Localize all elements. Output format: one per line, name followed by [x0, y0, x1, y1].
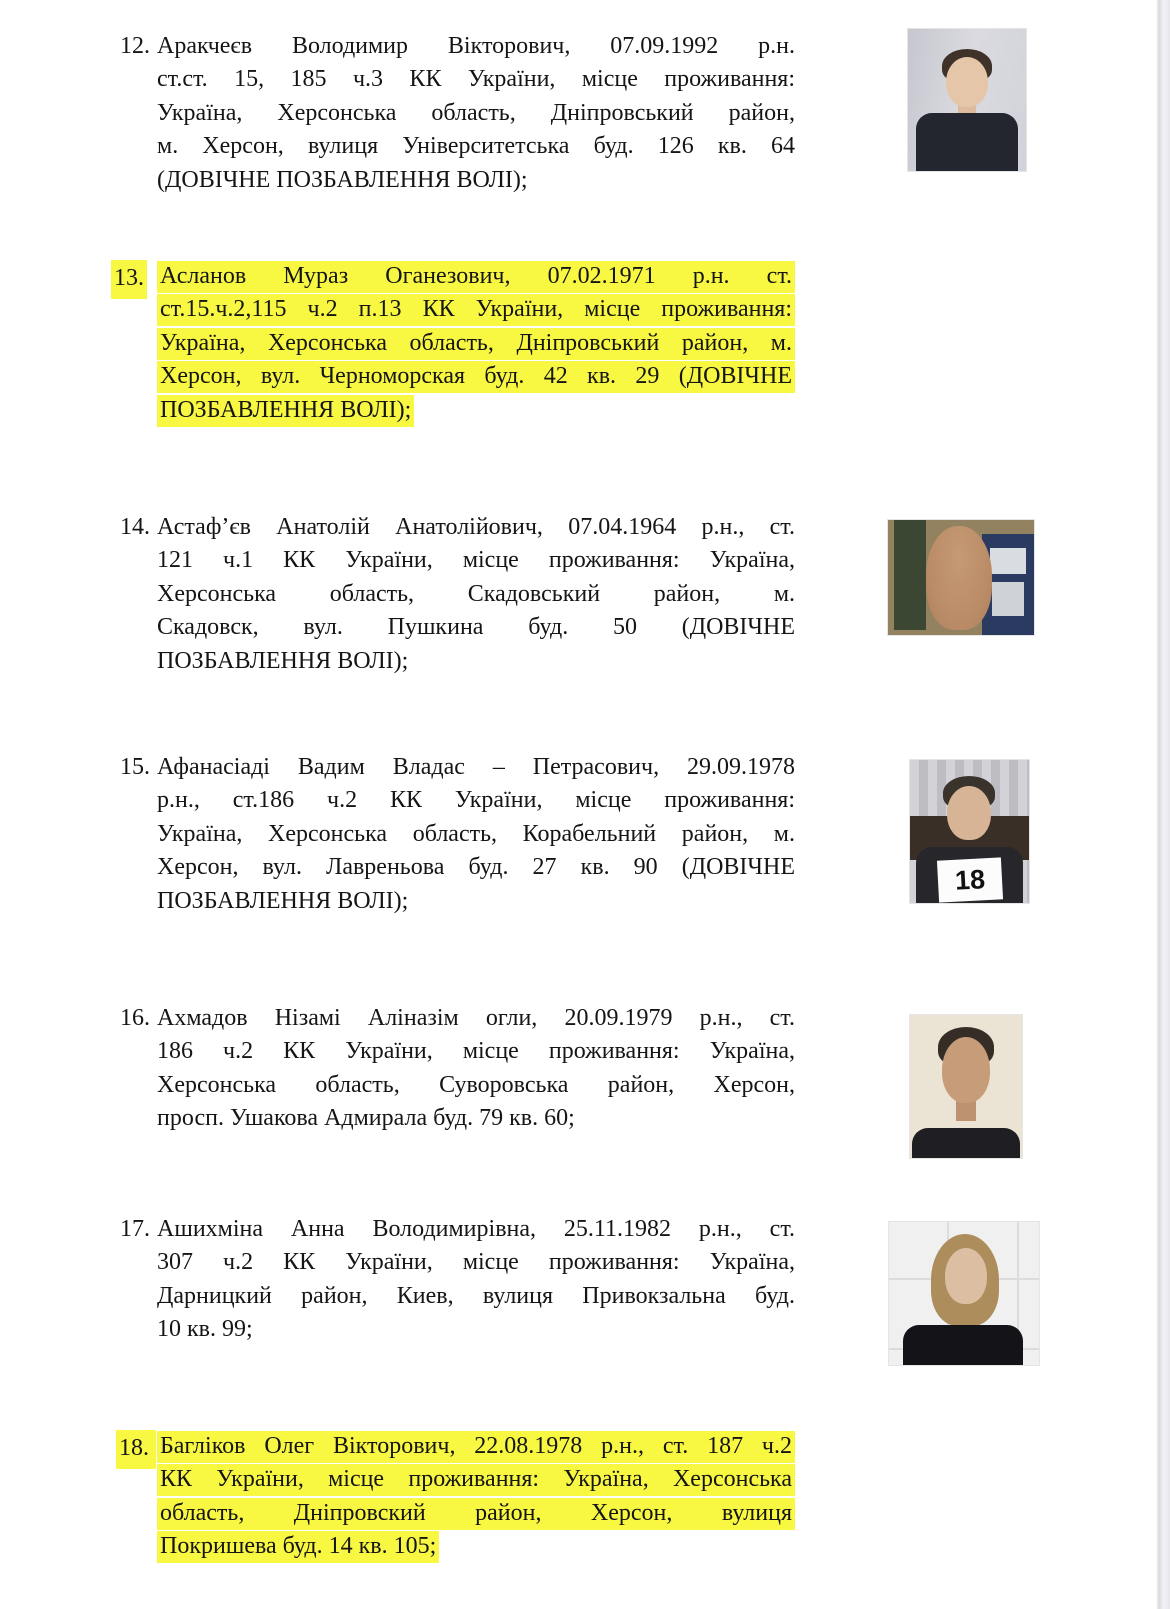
entry-text-line: р.н., ст.186 ч.2 КК України, місце проживання:: [157, 787, 795, 814]
entry-line: [157, 360, 795, 393]
entry-line: [157, 164, 795, 197]
entry-line: [157, 578, 795, 611]
mugshot-photo-entry-14: [888, 520, 1034, 635]
entry-text-line: Асланов Мураз Оганезович, 07.02.1971 р.н. ст.: [157, 261, 795, 293]
entry-line: [157, 784, 795, 817]
entry-text-line: Ахмадов Нізамі Аліназім огли, 20.09.1979 р.н., ст.: [157, 1005, 795, 1031]
list-entry-17: [120, 1213, 795, 1347]
entry-text-line: ПОЗБАВЛЕННЯ ВОЛІ);: [157, 887, 409, 914]
entry-text-line: Україна, Херсонська область, Дніпровський район, м.: [157, 328, 795, 360]
photo-torso-shape: [912, 1128, 1020, 1158]
entry-line: [157, 1313, 795, 1346]
entry-number: 15.: [120, 754, 150, 780]
entry-text-line: Покришева буд. 14 кв. 105;: [157, 1531, 439, 1563]
entry-line: [157, 394, 795, 427]
entry-line: [157, 293, 795, 326]
entry-text-line: Астаф’єв Анатолій Анатолійович, 07.04.1964 р.н., ст.: [157, 514, 795, 540]
entry-text-line: Афанасіаді Вадим Владас – Петрасович, 29.09.1978: [157, 754, 795, 780]
entry-line: [120, 511, 795, 544]
list-entry-18-highlighted: [119, 1430, 795, 1564]
photo-face-shape: [947, 786, 991, 840]
list-entry-12: [120, 30, 795, 197]
entry-line: [157, 611, 795, 644]
photo-torso-shape: [903, 1325, 1023, 1365]
entry-line: [157, 63, 795, 96]
entry-line: [157, 645, 795, 678]
entry-line: [157, 544, 795, 577]
entry-number: 16.: [120, 1005, 150, 1031]
list-entry-15: [120, 751, 795, 918]
mugshot-photo-entry-15: [910, 760, 1029, 903]
entry-text-line: Херсонська область, Скадовський район, м.: [157, 580, 795, 607]
photo-face-shape: [942, 1037, 990, 1103]
entry-text-line: Скадовск, вул. Пушкина буд. 50 (ДОВІЧНЕ: [157, 614, 795, 641]
entry-number: 18.: [116, 1430, 156, 1469]
mugshot-photo-entry-16: [910, 1015, 1022, 1158]
entry-line: [120, 1002, 795, 1035]
entry-text-line: Херсонська область, Суворовська район, Херсон,: [157, 1071, 795, 1098]
entry-text-line: Ашихміна Анна Володимирівна, 25.11.1982 р.н., ст.: [157, 1216, 795, 1242]
entry-text-line: просп. Ушакова Адмирала буд. 79 кв. 60;: [157, 1105, 575, 1132]
entry-text-line: (ДОВІЧНЕ ПОЗБАВЛЕННЯ ВОЛІ);: [157, 166, 528, 193]
entry-text-line: КК України, місце проживання: Україна, Херсонська: [157, 1464, 795, 1496]
entry-text-line: Херсон, вул. Лавреньова буд. 27 кв. 90 (ДОВІЧНЕ: [157, 854, 795, 881]
entry-line: [157, 1246, 795, 1279]
photo-face-shape: [926, 526, 992, 630]
entry-text-line: 10 кв. 99;: [157, 1316, 253, 1343]
photo-paper-shape: [992, 582, 1024, 616]
entry-line: [120, 1213, 795, 1246]
photo-face-shape: [946, 57, 988, 107]
mugshot-photo-entry-12: [908, 29, 1026, 171]
photo-face-shape: [945, 1248, 987, 1304]
entry-line: [157, 1497, 795, 1530]
entry-text-line: ст.ст. 15, 185 ч.3 КК України, місце проживання:: [157, 66, 795, 93]
photo-torso-shape: [916, 113, 1018, 171]
entry-text-line: Україна, Херсонська область, Дніпровський район,: [157, 99, 795, 126]
entry-line: [157, 1463, 795, 1496]
number-card: 18: [936, 857, 1002, 902]
entry-line: [157, 1069, 795, 1102]
scrollbar-track[interactable]: [1156, 0, 1170, 1609]
entry-line: [157, 130, 795, 163]
mugshot-photo-entry-17: [889, 1222, 1039, 1365]
entry-line: [157, 1102, 795, 1135]
entry-line: [114, 260, 795, 293]
entry-line: [157, 818, 795, 851]
photo-poster-shape: [894, 520, 926, 630]
entry-line: [157, 97, 795, 130]
list-entry-13-highlighted: [114, 260, 795, 427]
entry-text-line: 186 ч.2 КК України, місце проживання: Україна,: [157, 1038, 795, 1065]
list-entry-16: [120, 1002, 795, 1136]
entry-text-line: 307 ч.2 КК України, місце проживання: Україна,: [157, 1249, 795, 1276]
entry-line: [119, 1430, 795, 1463]
entry-text-line: Багліков Олег Вікторович, 22.08.1978 р.н., ст. 187 ч.2: [157, 1431, 795, 1463]
entry-text-line: Херсон, вул. Черноморская буд. 42 кв. 29 (ДОВІЧНЕ: [157, 361, 795, 393]
entry-line: [157, 327, 795, 360]
entry-text-line: область, Дніпровский район, Херсон, вулиця: [157, 1498, 795, 1530]
entry-line: [157, 1035, 795, 1068]
list-entry-14: [120, 511, 795, 678]
entry-text-line: 121 ч.1 КК України, місце проживання: Україна,: [157, 547, 795, 574]
entry-line: [157, 851, 795, 884]
entry-text-line: ст.15.ч.2,115 ч.2 п.13 КК України, місце проживання:: [157, 294, 795, 326]
entry-text-line: Дарницкий район, Киев, вулиця Привокзальна буд.: [157, 1282, 795, 1309]
entry-number: 12.: [120, 33, 150, 59]
entry-number: 17.: [120, 1216, 150, 1242]
entry-number: 14.: [120, 514, 150, 540]
entry-number: 13.: [111, 260, 147, 299]
photo-paper-shape: [990, 548, 1026, 574]
entry-line: [157, 1530, 795, 1563]
entry-text-line: Україна, Херсонська область, Корабельний район, м.: [157, 820, 795, 847]
entry-line: [120, 30, 795, 63]
entry-text-line: ПОЗБАВЛЕННЯ ВОЛІ);: [157, 395, 414, 427]
entry-line: [157, 885, 795, 918]
entry-line: [157, 1280, 795, 1313]
entry-text-line: ПОЗБАВЛЕННЯ ВОЛІ);: [157, 647, 409, 674]
entry-line: [120, 751, 795, 784]
entry-text-line: Аракчеєв Володимир Вікторович, 07.09.1992 р.н.: [157, 33, 795, 59]
entry-text-line: м. Херсон, вулиця Університетська буд. 126 кв. 64: [157, 133, 795, 160]
